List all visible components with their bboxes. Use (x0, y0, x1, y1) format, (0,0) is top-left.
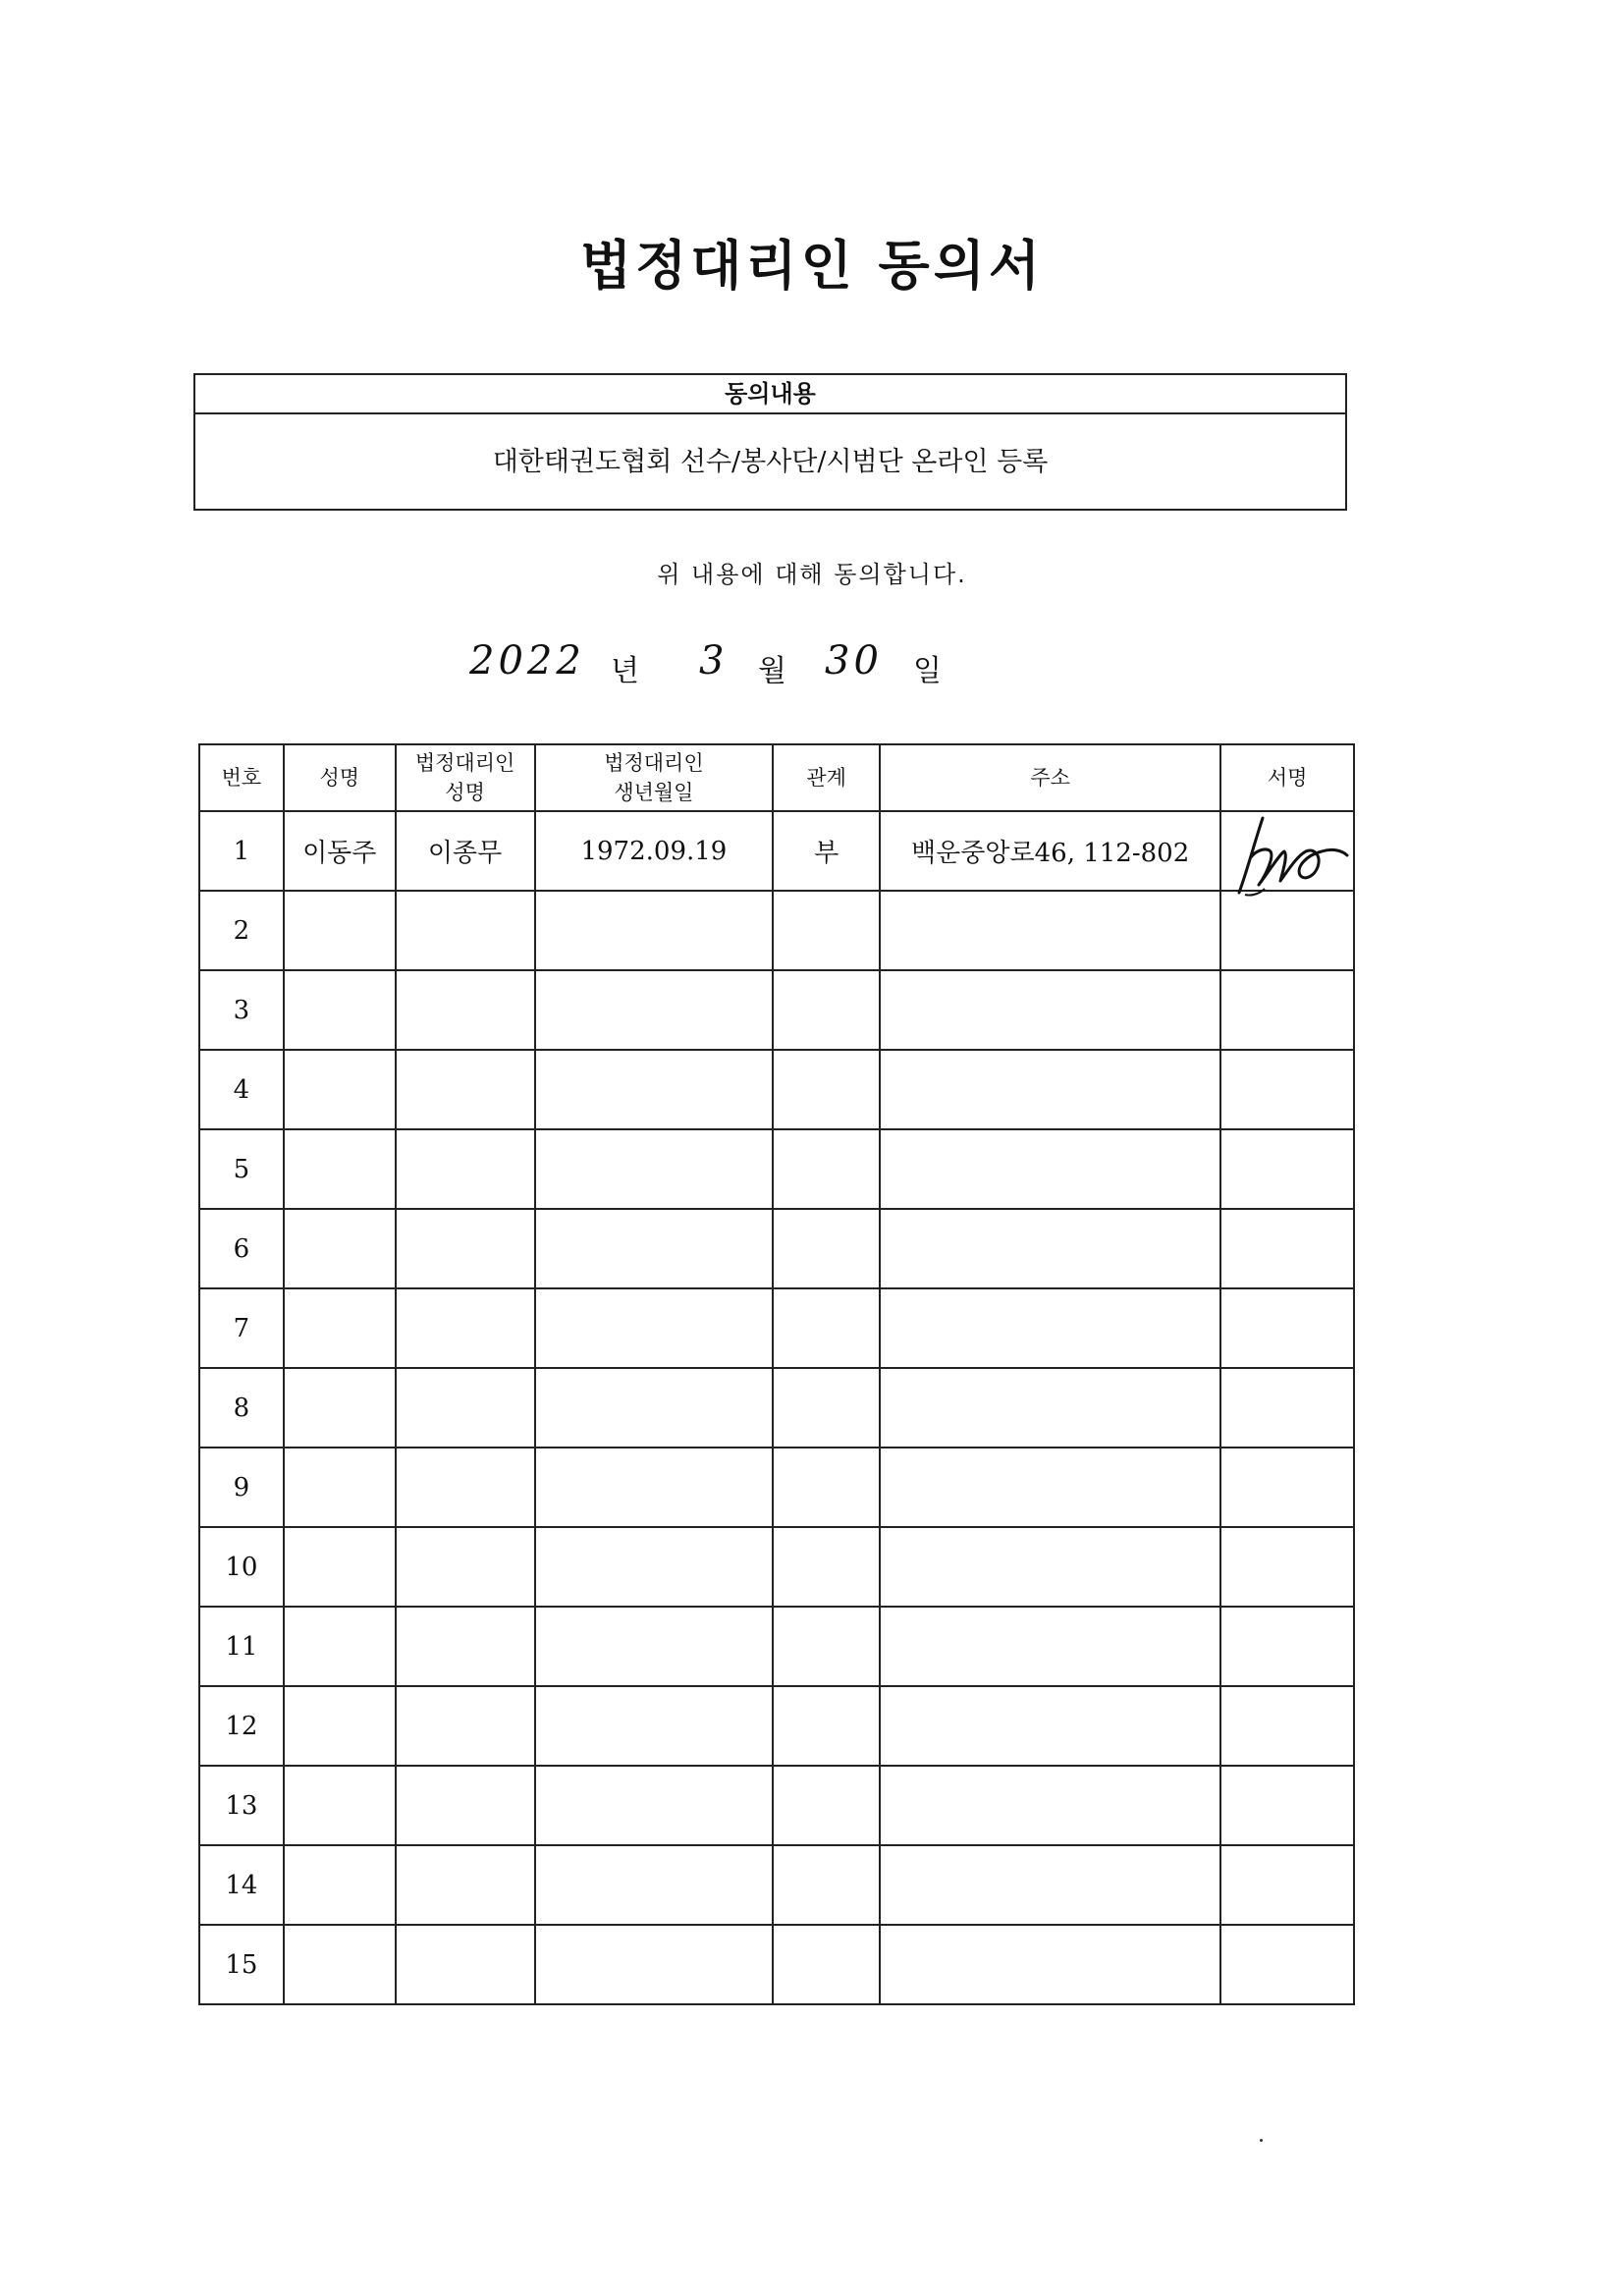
header-guardian-name: 법정대리인 성명 (396, 744, 535, 811)
cell-name (284, 1607, 396, 1686)
cell-address (880, 891, 1220, 970)
cell-guardian-name (396, 1050, 535, 1129)
cell-signature (1220, 1368, 1354, 1448)
cell-name (284, 1925, 396, 2004)
cell-relation (773, 1050, 880, 1129)
cell-number: 5 (199, 1129, 284, 1209)
cell-number: 9 (199, 1448, 284, 1527)
cell-signature (1220, 1288, 1354, 1368)
cell-guardian-name (396, 1129, 535, 1209)
table-row (199, 1448, 1354, 1527)
cell-guardian-name (396, 1607, 535, 1686)
table-row (199, 1607, 1354, 1686)
cell-guardian-birth (535, 1607, 774, 1686)
cell-guardian-birth (535, 1050, 774, 1129)
cell-guardian-birth (535, 1686, 774, 1766)
cell-guardian-birth (535, 1448, 774, 1527)
agree-statement: 위 내용에 대해 동의합니다. (657, 561, 967, 588)
cell-guardian-name (396, 1209, 535, 1288)
cell-relation (773, 970, 880, 1050)
cell-address (880, 1845, 1220, 1925)
cell-guardian-birth (535, 1527, 774, 1607)
handwritten-signature-icon (1221, 812, 1353, 890)
table-row (199, 891, 1354, 970)
cell-signature (1220, 970, 1354, 1050)
cell-address (880, 1766, 1220, 1845)
guardian-table (198, 743, 1355, 2005)
header-guardian-birth: 법정대리인 생년월일 (535, 744, 774, 811)
cell-guardian-name (396, 1527, 535, 1607)
cell-address (880, 1527, 1220, 1607)
cell-number: 4 (199, 1050, 284, 1129)
cell-name (284, 1766, 396, 1845)
cell-relation (773, 1368, 880, 1448)
cell-guardian-birth (535, 1288, 774, 1368)
table-row (199, 1527, 1354, 1607)
cell-number: 14 (199, 1845, 284, 1925)
date-month: 3 (699, 638, 729, 683)
cell-name (284, 1129, 396, 1209)
cell-address (880, 1288, 1220, 1368)
cell-address (880, 1050, 1220, 1129)
table-row (199, 1368, 1354, 1448)
cell-relation: 부 (773, 811, 880, 891)
cell-address (880, 1686, 1220, 1766)
date-year-unit: 년 (611, 654, 639, 688)
cell-name (284, 1050, 396, 1129)
cell-address (880, 1925, 1220, 2004)
cell-guardian-name (396, 891, 535, 970)
date-month-unit: 월 (758, 654, 786, 688)
date-year: 2022 (469, 638, 585, 683)
cell-guardian-birth (535, 1209, 774, 1288)
cell-relation (773, 1448, 880, 1527)
cell-name (284, 1209, 396, 1288)
cell-signature (1220, 811, 1354, 891)
cell-number: 8 (199, 1368, 284, 1448)
cell-number: 11 (199, 1607, 284, 1686)
cell-guardian-birth (535, 1368, 774, 1448)
scan-speck (1260, 2139, 1263, 2142)
cell-address (880, 1448, 1220, 1527)
table-row (199, 1288, 1354, 1368)
cell-signature (1220, 1050, 1354, 1129)
cell-guardian-name (396, 1686, 535, 1766)
cell-number: 1 (199, 811, 284, 891)
cell-signature (1220, 1686, 1354, 1766)
cell-address (880, 1368, 1220, 1448)
cell-address (880, 1209, 1220, 1288)
cell-relation (773, 1129, 880, 1209)
header-name: 성명 (284, 744, 396, 811)
cell-name (284, 1686, 396, 1766)
cell-guardian-name (396, 1845, 535, 1925)
cell-name (284, 1448, 396, 1527)
table-body (199, 811, 1354, 2004)
table-row (199, 1686, 1354, 1766)
cell-signature (1220, 1925, 1354, 2004)
date-day: 30 (825, 638, 883, 683)
header-relation: 관계 (773, 744, 880, 811)
cell-signature (1220, 891, 1354, 970)
table-row (199, 1050, 1354, 1129)
cell-relation (773, 1845, 880, 1925)
cell-guardian-name (396, 1288, 535, 1368)
table-row (199, 1209, 1354, 1288)
cell-signature (1220, 1448, 1354, 1527)
consent-header: 동의내용 (195, 375, 1345, 414)
cell-signature (1220, 1845, 1354, 1925)
header-address: 주소 (880, 744, 1220, 811)
cell-relation (773, 1925, 880, 2004)
cell-guardian-birth (535, 1845, 774, 1925)
cell-relation (773, 1209, 880, 1288)
cell-signature (1220, 1607, 1354, 1686)
cell-guardian-birth (535, 1925, 774, 2004)
cell-guardian-name (396, 1766, 535, 1845)
cell-name (284, 1368, 396, 1448)
header-number: 번호 (199, 744, 284, 811)
cell-address: 백운중앙로46, 112-802 (880, 811, 1220, 891)
cell-relation (773, 1686, 880, 1766)
cell-number: 3 (199, 970, 284, 1050)
table-row (199, 970, 1354, 1050)
document-title: 법정대리인 동의서 (579, 235, 1045, 297)
header-signature: 서명 (1220, 744, 1354, 811)
cell-guardian-name (396, 1448, 535, 1527)
cell-guardian-name: 이종무 (396, 811, 535, 891)
cell-number: 6 (199, 1209, 284, 1288)
consent-content: 대한태권도협회 선수/봉사단/시범단 온라인 등록 (492, 447, 1049, 477)
cell-signature (1220, 1209, 1354, 1288)
cell-relation (773, 1527, 880, 1607)
cell-number: 2 (199, 891, 284, 970)
cell-name: 이동주 (284, 811, 396, 891)
cell-relation (773, 1288, 880, 1368)
table-row (199, 1845, 1354, 1925)
cell-guardian-birth (535, 970, 774, 1050)
cell-name (284, 1527, 396, 1607)
cell-address (880, 970, 1220, 1050)
cell-address (880, 1607, 1220, 1686)
cell-name (284, 970, 396, 1050)
cell-name (284, 1845, 396, 1925)
cell-number: 15 (199, 1925, 284, 2004)
table-row (199, 1925, 1354, 2004)
cell-number: 13 (199, 1766, 284, 1845)
cell-guardian-name (396, 970, 535, 1050)
cell-relation (773, 891, 880, 970)
table-row (199, 1129, 1354, 1209)
cell-guardian-name (396, 1925, 535, 2004)
cell-relation (773, 1766, 880, 1845)
cell-guardian-birth: 1972.09.19 (535, 811, 774, 891)
cell-number: 10 (199, 1527, 284, 1607)
cell-guardian-birth (535, 1129, 774, 1209)
cell-signature (1220, 1129, 1354, 1209)
cell-address (880, 1129, 1220, 1209)
cell-name (284, 1288, 396, 1368)
cell-signature (1220, 1766, 1354, 1845)
date-line (0, 638, 1624, 697)
cell-number: 7 (199, 1288, 284, 1368)
cell-guardian-birth (535, 891, 774, 970)
table-header-row (199, 744, 1354, 811)
cell-name (284, 891, 396, 970)
consent-box (193, 373, 1347, 511)
cell-relation (773, 1607, 880, 1686)
cell-guardian-name (396, 1368, 535, 1448)
cell-guardian-birth (535, 1766, 774, 1845)
date-day-unit: 일 (913, 654, 942, 688)
cell-signature (1220, 1527, 1354, 1607)
cell-number: 12 (199, 1686, 284, 1766)
table-row (199, 811, 1354, 891)
table-row (199, 1766, 1354, 1845)
